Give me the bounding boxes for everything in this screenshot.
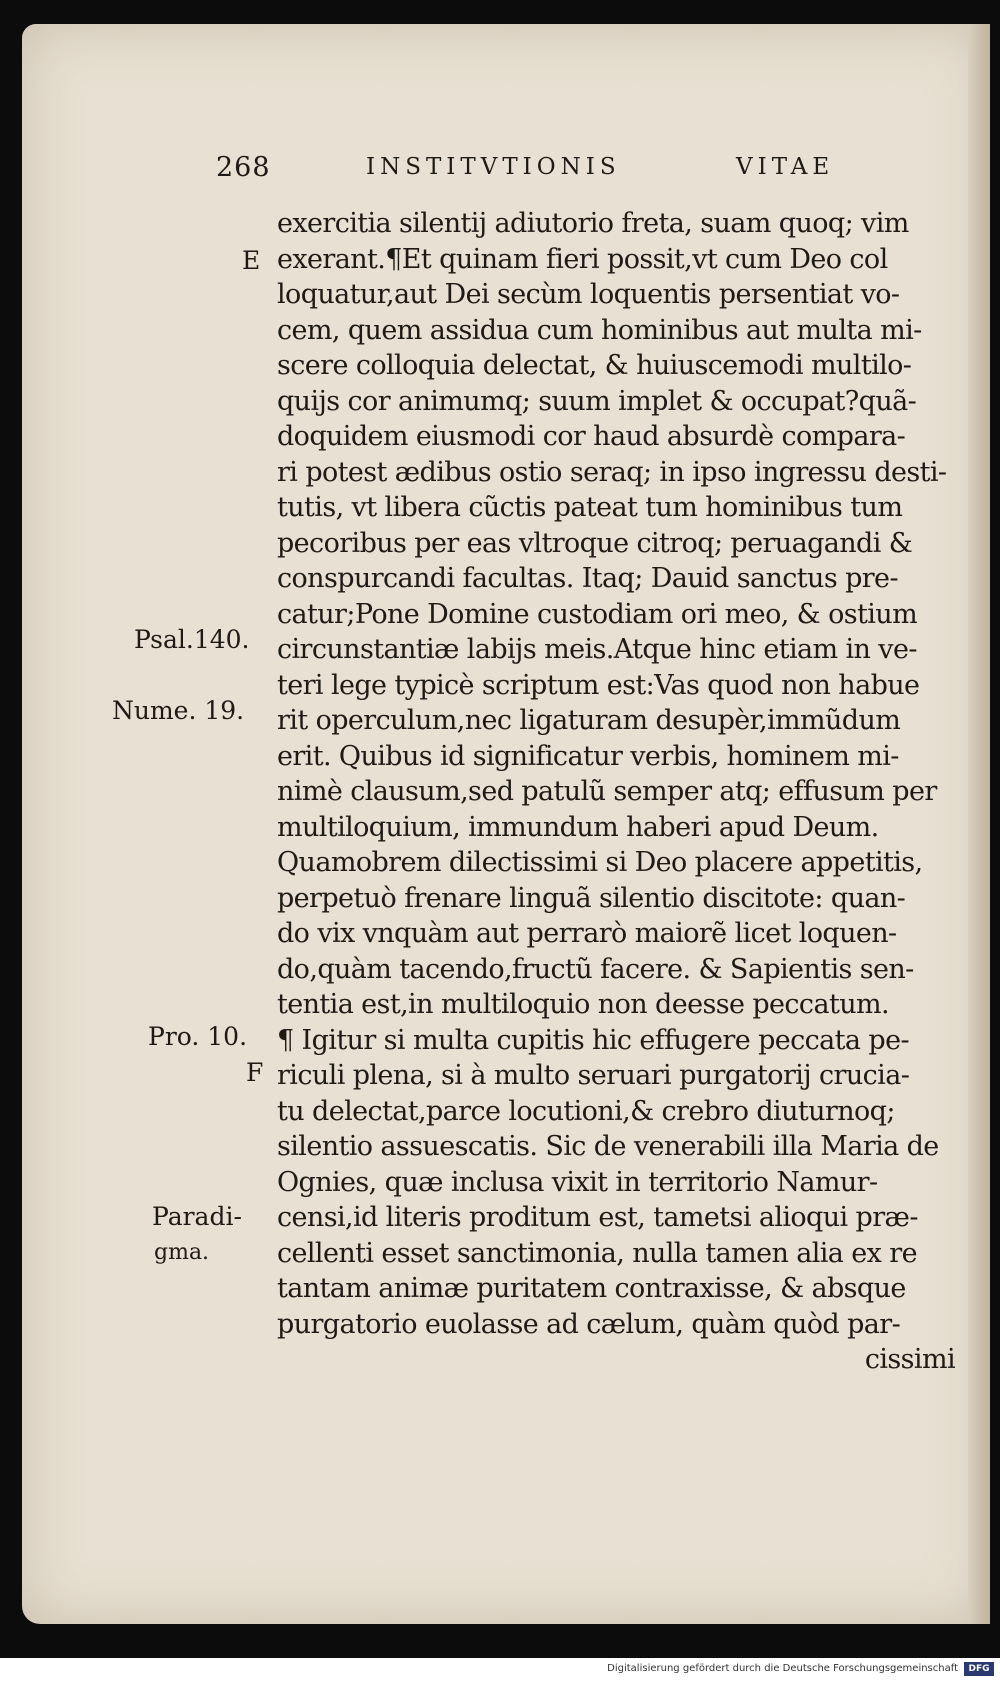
text-line: do,quàm tacendo,fructũ facere. & Sapientis sen- xyxy=(277,953,914,985)
text-line: scere colloquia delectat, & huiuscemodi multilo- xyxy=(277,350,912,381)
margin-note-paradigma-cont: gma. xyxy=(154,1240,210,1265)
margin-note-paradigma: Paradi- xyxy=(152,1202,242,1231)
text-line: tentia est,in multiloquio non deesse peccatum. xyxy=(277,989,889,1020)
text-line: multiloquium, immundum haberi apud Deum. xyxy=(277,811,879,843)
text-line: pecoribus per eas vltroque citroq; peruagandi & xyxy=(277,527,913,559)
text-line: tutis, vt libera cũctis pateat tum hominibus tum xyxy=(277,492,903,523)
text-line: ri potest ædibus ostio seraq; in ipso ingressu desti- xyxy=(277,456,947,488)
margin-note-pro: Pro. 10. xyxy=(148,1022,248,1051)
running-title: INSTITVTIONIS xyxy=(366,154,621,180)
text-line: doquidem eiusmodi cor haud absurdè compara- xyxy=(277,421,906,452)
text-line: loquatur,aut Dei secùm loquentis persentiat vo- xyxy=(277,279,900,310)
body-text xyxy=(277,206,959,1378)
text-line: cem, quem assidua cum hominibus aut multa mi- xyxy=(277,314,922,346)
digitization-credit: Digitalisierung gefördert durch die Deutsche Forschungsgemeinschaft xyxy=(607,1663,958,1674)
dfg-logo: DFG xyxy=(964,1662,994,1676)
running-header xyxy=(216,152,866,188)
text-line: riculi plena, si à multo seruari purgatorij crucia- xyxy=(277,1060,910,1091)
text-line: teri lege typicè scriptum est:Vas quod non habue xyxy=(277,669,920,701)
running-title-vitae: VITAE xyxy=(736,154,835,180)
section-marker-f: F xyxy=(246,1058,264,1087)
text-line: conspurcandi facultas. Itaq; Dauid sanctus pre- xyxy=(277,563,898,594)
text-line: silentio assuescatis. Sic de venerabili illa Maria de xyxy=(277,1131,939,1162)
text-line: circunstantiæ labijs meis.Atque hinc etiam in ve- xyxy=(277,634,917,665)
text-line: catur;Pone Domine custodiam ori meo, & ostium xyxy=(277,598,918,630)
text-line: Quamobrem dilectissimi si Deo placere appetitis, xyxy=(277,847,923,878)
section-marker-e: E xyxy=(242,246,261,275)
text-line: Ognies, quæ inclusa vixit in territorio Namur- xyxy=(277,1166,878,1198)
text-line: purgatorio euolasse ad cælum, quàm quòd par- xyxy=(277,1308,901,1340)
margin-note-psal: Psal.140. xyxy=(134,625,250,654)
text-line: ¶ Igitur si multa cupitis hic effugere peccata pe- xyxy=(277,1024,909,1056)
text-line: nimè clausum,sed patulũ semper atq; effusum per xyxy=(277,776,937,807)
page-gutter xyxy=(968,24,990,1624)
text-line: perpetuò frenare linguã silentio discitote: quan- xyxy=(277,882,906,914)
page-number: 268 xyxy=(216,152,271,183)
text-line: quijs cor animumq; suum implet & occupat?quã- xyxy=(277,385,917,417)
catchword: cissimi xyxy=(864,1344,955,1375)
text-line: tu delectat,parce locutioni,& crebro diuturnoq; xyxy=(277,1095,895,1127)
text-line: do vix vnquàm aut perrarò maiorẽ licet loquen- xyxy=(277,918,897,949)
text-line: exercitia silentij adiutorio freta, suam quoq; vim xyxy=(277,208,909,239)
text-line: tantam animæ puritatem contraxisse, & absque xyxy=(277,1273,906,1304)
text-line: exerant.¶Et quinam fieri possit,vt cum Deo col xyxy=(277,243,888,275)
margin-note-nume: Nume. 19. xyxy=(112,696,245,725)
text-line: rit operculum,nec ligaturam desupèr,immũdum xyxy=(277,705,901,736)
text-line: cellenti esset sanctimonia, nulla tamen alia ex re xyxy=(277,1237,917,1269)
text-line: censi,id literis proditum est, tametsi alioqui præ- xyxy=(277,1202,918,1233)
text-line: erit. Quibus id significatur verbis, hominem mi- xyxy=(277,740,899,772)
